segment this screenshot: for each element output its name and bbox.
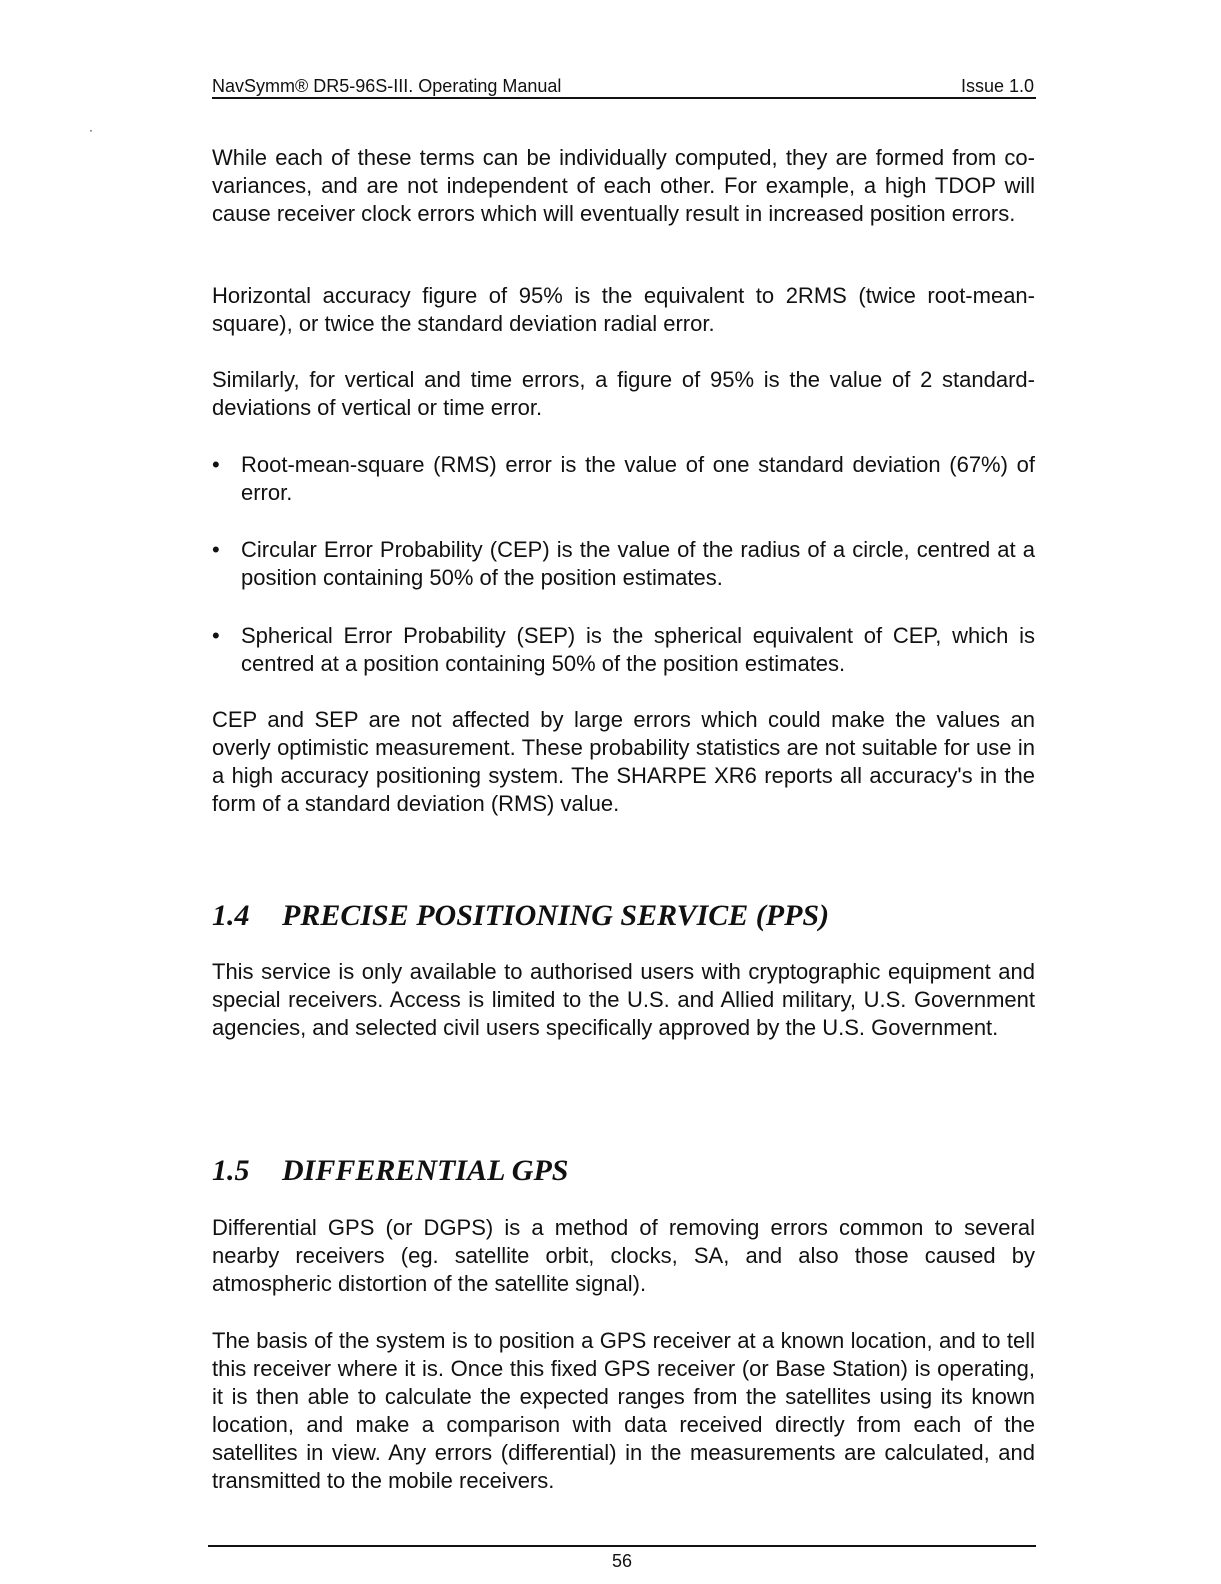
bullet-cep [212, 536, 1035, 592]
manual-title: NavSymm® DR5-96S-III. Operating Manual [212, 76, 562, 96]
bullet-rms [212, 451, 1035, 507]
paragraph-text: Similarly, for vertical and time errors, a figure of 95% is the value of 2 standard-deviations of vertical or time error. [212, 367, 1035, 420]
header-rule [212, 97, 1036, 99]
paragraph-text: CEP and SEP are not affected by large errors which could make the values an overly optimistic measurement. These probability statistics are not suitable for use in a high accuracy positioning system. The SHARPE XR6 reports all accuracy's in the form of a standard deviation (RMS) value. [212, 707, 1035, 816]
bullet-text: Circular Error Probability (CEP) is the value of the radius of a circle, centred at a position containing 50% of the position estimates. [241, 537, 1035, 590]
section-title: PRECISE POSITIONING SERVICE (PPS) [282, 899, 830, 932]
paragraph-text: Horizontal accuracy figure of 95% is the equivalent to 2RMS (twice root-mean-square), or twice the standard deviation radial error. [212, 283, 1035, 336]
bullet-text: Root-mean-square (RMS) error is the value of one standard deviation (67%) of error. [241, 452, 1035, 505]
paragraph-text: This service is only available to authorised users with cryptographic equipment and special receivers. Access is limited to the U.S. and Allied military, U.S. Government agencies, and selected civil users specifically approved by the U.S. Government. [212, 959, 1035, 1040]
paragraph-text: While each of these terms can be individually computed, they are formed from co-variances, and are not independent of each other. For example, a high TDOP will cause receiver clock errors which will eventually result in increased position errors. [212, 145, 1035, 226]
paragraph-dgps-basis [212, 1327, 1035, 1495]
page-number: 56 [611, 1551, 633, 1571]
section-heading-pps [212, 898, 829, 934]
section-heading-dgps [212, 1153, 568, 1189]
bullet-icon: • [212, 623, 220, 648]
bullet-icon: • [212, 452, 220, 477]
bullet-sep [212, 622, 1035, 678]
section-number: 1.4 [212, 899, 250, 932]
section-number: 1.5 [212, 1154, 250, 1187]
stray-mark: · [89, 123, 93, 137]
paragraph-pps [212, 958, 1035, 1042]
paragraph-text: Differential GPS (or DGPS) is a method of removing errors common to several nearby receivers (eg. satellite orbit, clocks, SA, and also those caused by atmospheric distortion of the satellite signal). [212, 1215, 1035, 1296]
paragraph-dgps-intro [212, 1214, 1035, 1298]
paragraph-terms [212, 144, 1035, 228]
paragraph-vertical-time [212, 366, 1035, 422]
paragraph-horizontal-accuracy [212, 282, 1035, 338]
footer-rule [208, 1545, 1036, 1547]
bullet-text: Spherical Error Probability (SEP) is the spherical equivalent of CEP, which is centred at a position containing 50% of the position estimates. [241, 623, 1035, 676]
bullet-icon: • [212, 537, 220, 562]
paragraph-cep-sep [212, 706, 1035, 818]
paragraph-text: The basis of the system is to position a GPS receiver at a known location, and to tell this receiver where it is. Once this fixed GPS receiver (or Base Station) is operating, it is then able to calculate the expected ranges from the satellites using its known location, and make a comparison with data received directly from each of the satellites in view. Any errors (differential) in the measurements are calculated, and transmitted to the mobile receivers. [212, 1328, 1035, 1493]
section-title: DIFFERENTIAL GPS [282, 1154, 569, 1187]
issue-label: Issue 1.0 [960, 76, 1034, 96]
